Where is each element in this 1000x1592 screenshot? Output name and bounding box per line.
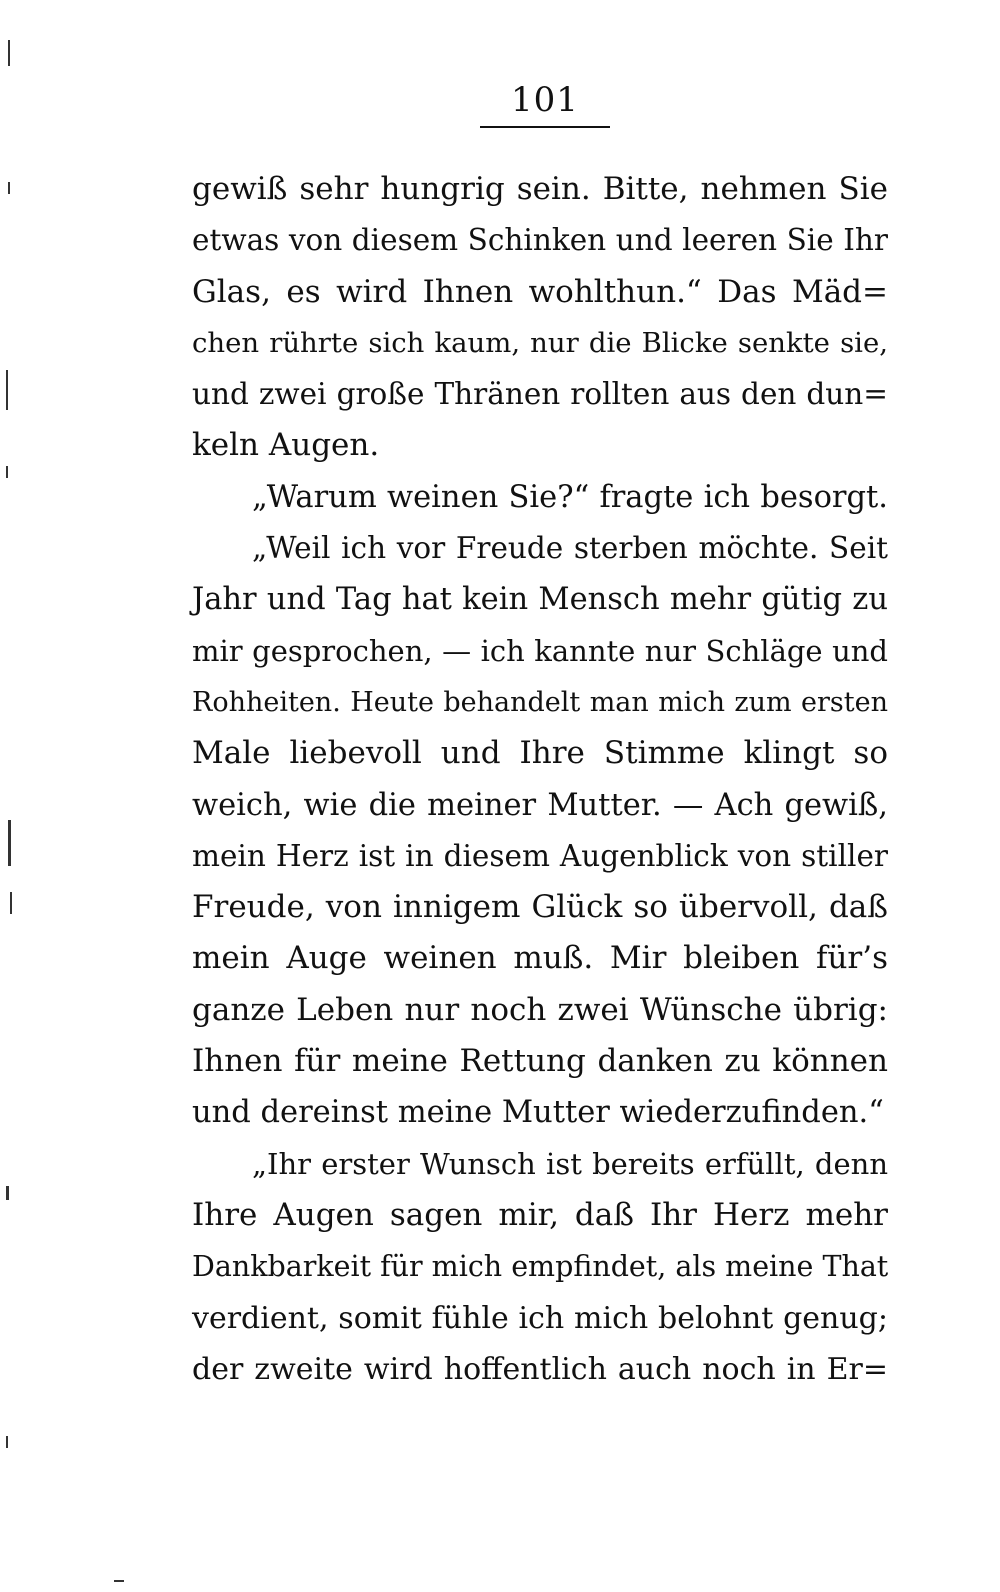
scan-margin-mark bbox=[10, 892, 12, 914]
scan-margin-mark bbox=[8, 182, 10, 194]
text-line: ganze Leben nur noch zwei Wünsche übrig: bbox=[192, 991, 888, 1028]
text-line: Ihre Augen sagen mir, daß Ihr Herz mehr bbox=[192, 1196, 888, 1233]
text-line: weich, wie die meiner Mutter. — Ach gewiß, bbox=[192, 787, 888, 823]
text-line: Dankbarkeit für mich empfindet, als meine That bbox=[192, 1250, 889, 1284]
text-line: mein Auge weinen muß. Mir bleiben für’s bbox=[192, 940, 888, 977]
text-line: Male liebevoll und Ihre Stimme klingt so bbox=[192, 735, 888, 772]
scan-margin-mark bbox=[8, 40, 10, 66]
header-rule bbox=[480, 126, 610, 128]
text-line: „Ihr erster Wunsch ist bereits erfüllt, denn bbox=[252, 1146, 888, 1181]
text-line: und dereinst meine Mutter wiederzufinden.“ bbox=[192, 1095, 884, 1131]
text-line: mir gesprochen, — ich kannte nur Schläge und bbox=[192, 633, 888, 668]
text-line: der zweite wird hoffentlich auch noch in Er= bbox=[192, 1351, 888, 1387]
text-line: chen rührte sich kaum, nur die Blicke senkte sie, bbox=[192, 326, 888, 359]
text-line: „Weil ich vor Freude sterben möchte. Seit bbox=[252, 531, 888, 566]
text-line: keln Augen. bbox=[192, 427, 380, 464]
text-line: etwas von diesem Schinken und leeren Sie Ihr bbox=[192, 223, 888, 258]
text-line: Glas, es wird Ihnen wohlthun.“ Das Mäd= bbox=[192, 273, 888, 310]
page-number: 101 bbox=[511, 80, 579, 120]
text-line: Ihnen für meine Rettung danken zu können bbox=[192, 1043, 888, 1080]
scan-margin-mark bbox=[6, 466, 8, 478]
scan-margin-mark bbox=[114, 1580, 124, 1582]
scan-margin-mark bbox=[8, 820, 11, 866]
text-line: „Warum weinen Sie?“ fragte ich besorgt. bbox=[252, 479, 888, 515]
scan-margin-mark bbox=[6, 1436, 8, 1448]
text-line: verdient, somit fühle ich mich belohnt genug; bbox=[192, 1300, 888, 1336]
text-line: Jahr und Tag hat kein Mensch mehr gütig zu bbox=[192, 582, 888, 618]
text-line: und zwei große Thränen rollten aus den dun= bbox=[192, 377, 888, 412]
body-text bbox=[192, 164, 888, 1395]
text-line: mein Herz ist in diesem Augenblick von stiller bbox=[192, 838, 888, 873]
text-line: Freude, von innigem Glück so übervoll, daß bbox=[192, 889, 888, 926]
text-line: Rohheiten. Heute behandelt man mich zum ersten bbox=[192, 686, 888, 718]
scan-margin-mark bbox=[6, 1186, 9, 1200]
text-line: gewiß sehr hungrig sein. Bitte, nehmen Sie bbox=[192, 171, 888, 207]
scan-margin-mark bbox=[6, 370, 8, 410]
